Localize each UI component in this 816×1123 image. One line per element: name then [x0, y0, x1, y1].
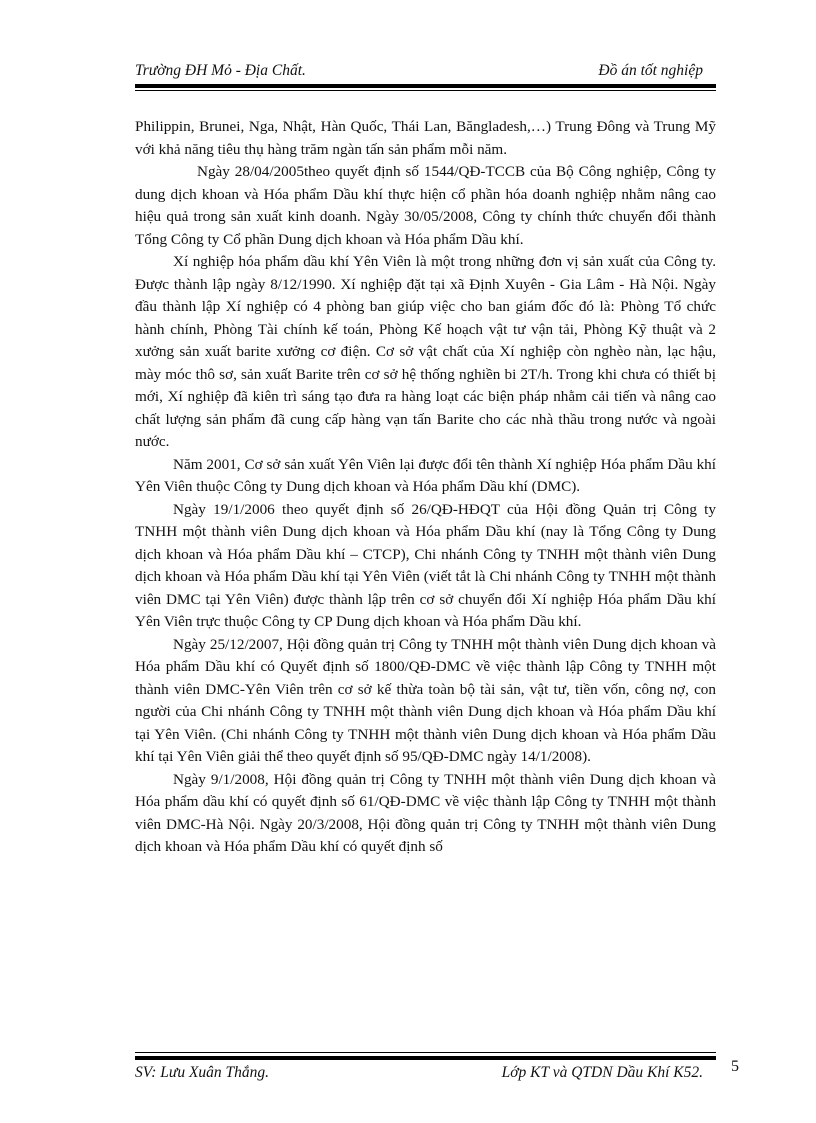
paragraph-5: Ngày 19/1/2006 theo quyết định số 26/QĐ-HĐQT của Hội đồng Quản trị Công ty TNHH một thành viên Dung dịch khoan và Hóa phẩm Dầu khí (nay là Tổng Công ty Dung dịch khoan và Hóa phẩm Dầu khí – CTCP), Chi nhánh Công ty TNHH một thành viên Dung dịch khoan và Hóa phẩm Dầu khí tại Yên Viên (viết tắt là Chi nhánh Công ty TNHH một thành viên DMC tại Yên Viên) được thành lập trên cơ sở chuyển đổi Xí nghiệp Hóa phẩm Dầu khí Yên Viên trực thuộc Công ty CP Dung dịch khoan và Hóa phẩm Dầu khí. — [135, 500, 716, 630]
header-doc-type: Đồ án tốt nghiệp — [598, 62, 703, 79]
paragraph-1: Philippin, Brunei, Nga, Nhật, Hàn Quốc, Thái Lan, Băngladesh,…) Trung Đông và Trung Mỹ với khả năng tiêu thụ hàng trăm ngàn tấn sản phẩm mỗi năm. — [135, 118, 716, 158]
paragraph-2: Ngày 28/04/2005theo quyết định số 1544/QĐ-TCCB của Bộ Công nghiệp, Công ty dung dịch khoan và Hóa phẩm Dầu khí thực hiện cổ phần hóa doanh nghiệp nhằm nâng cao hiệu quả trong sản xuất kinh doanh. Ngày 30/05/2008, Công ty chính thức chuyển đổi thành Tổng Công ty Cổ phần Dung dịch khoan và Hóa phẩm Dầu khí. — [135, 163, 716, 248]
header-rule-thin — [135, 90, 716, 91]
paragraph-3: Xí nghiệp hóa phẩm dầu khí Yên Viên là một trong những đơn vị sản xuất của Công ty. Được thành lập ngày 8/12/1990. Xí nghiệp đặt tại xã Định Xuyên - Gia Lâm - Hà Nội. Ngày đầu thành lập Xí nghiệp có 4 phòng ban giúp việc cho ban giám đốc đó là: Phòng Tổ chức hành chính, Phòng Tài chính kế toán, Phòng Kế hoạch vật tư vận tải, Phòng Kỹ thuật và 2 xưởng sản xuất barite xưởng cơ điện. Cơ sở vật chất của Xí nghiệp còn nghèo nàn, lạc hậu, mày móc thô sơ, sản xuất Barite trên cơ sở hệ thống nghiền bi 2T/h. Trong khi chưa có thiết bị mới, Xí nghiệp đã kiên trì sáng tạo đưa ra hàng loạt các biện pháp nhằm cải tiến và nâng cao chất lượng sản phẩm đã cung cấp hàng vạn tấn Barite cho các nhà thầu trong nước và ngoài nước. — [135, 253, 716, 450]
body-text — [135, 116, 716, 859]
paragraph-7: Ngày 9/1/2008, Hội đồng quản trị Công ty TNHH một thành viên Dung dịch khoan và Hóa phẩm dầu khí có quyết định số 61/QĐ-DMC về việc thành lập Công ty TNHH một thành viên DMC-Hà Nội. Ngày 20/3/2008, Hội đồng quản trị Công ty TNHH một thành viên Dung dịch khoan và Hóa phẩm Dầu khí có quyết định số — [135, 770, 716, 855]
paragraph-6: Ngày 25/12/2007, Hội đồng quản trị Công ty TNHH một thành viên Dung dịch khoan và Hóa phẩm Dầu khí có Quyết định số 1800/QĐ-DMC về việc thành lập Công ty TNHH một thành viên DMC-Yên Viên trên cơ sở kế thừa toàn bộ tài sản, vật tư, tiền vốn, công nợ, con người của Chi nhánh Công ty TNHH một thành viên Dung dịch khoan và Hóa phẩm Dầu khí tại Yên Viên. (Chi nhánh Công ty TNHH một thành viên Dung dịch khoan và Hóa phẩm Dầu khí tại Yên Viên giải thể theo quyết định số 95/QĐ-DMC ngày 14/1/2008). — [135, 635, 716, 765]
header-rule-thick — [135, 84, 716, 88]
page-footer — [135, 1064, 703, 1086]
footer-class: Lớp KT và QTDN Dầu Khí K52. — [501, 1064, 703, 1081]
header-school: Trường ĐH Mỏ - Địa Chất. — [135, 62, 306, 79]
paragraph-4: Năm 2001, Cơ sở sản xuất Yên Viên lại được đổi tên thành Xí nghiệp Hóa phẩm Dầu khí Yên Viên thuộc Công ty Dung dịch khoan và Hóa phẩm Dầu khí (DMC). — [135, 455, 716, 495]
page-number: 5 — [731, 1058, 739, 1075]
page-header — [135, 58, 703, 84]
footer-rule-thin — [135, 1052, 716, 1053]
footer-student: SV: Lưu Xuân Thắng. — [135, 1064, 270, 1081]
footer-rule-thick — [135, 1056, 716, 1060]
